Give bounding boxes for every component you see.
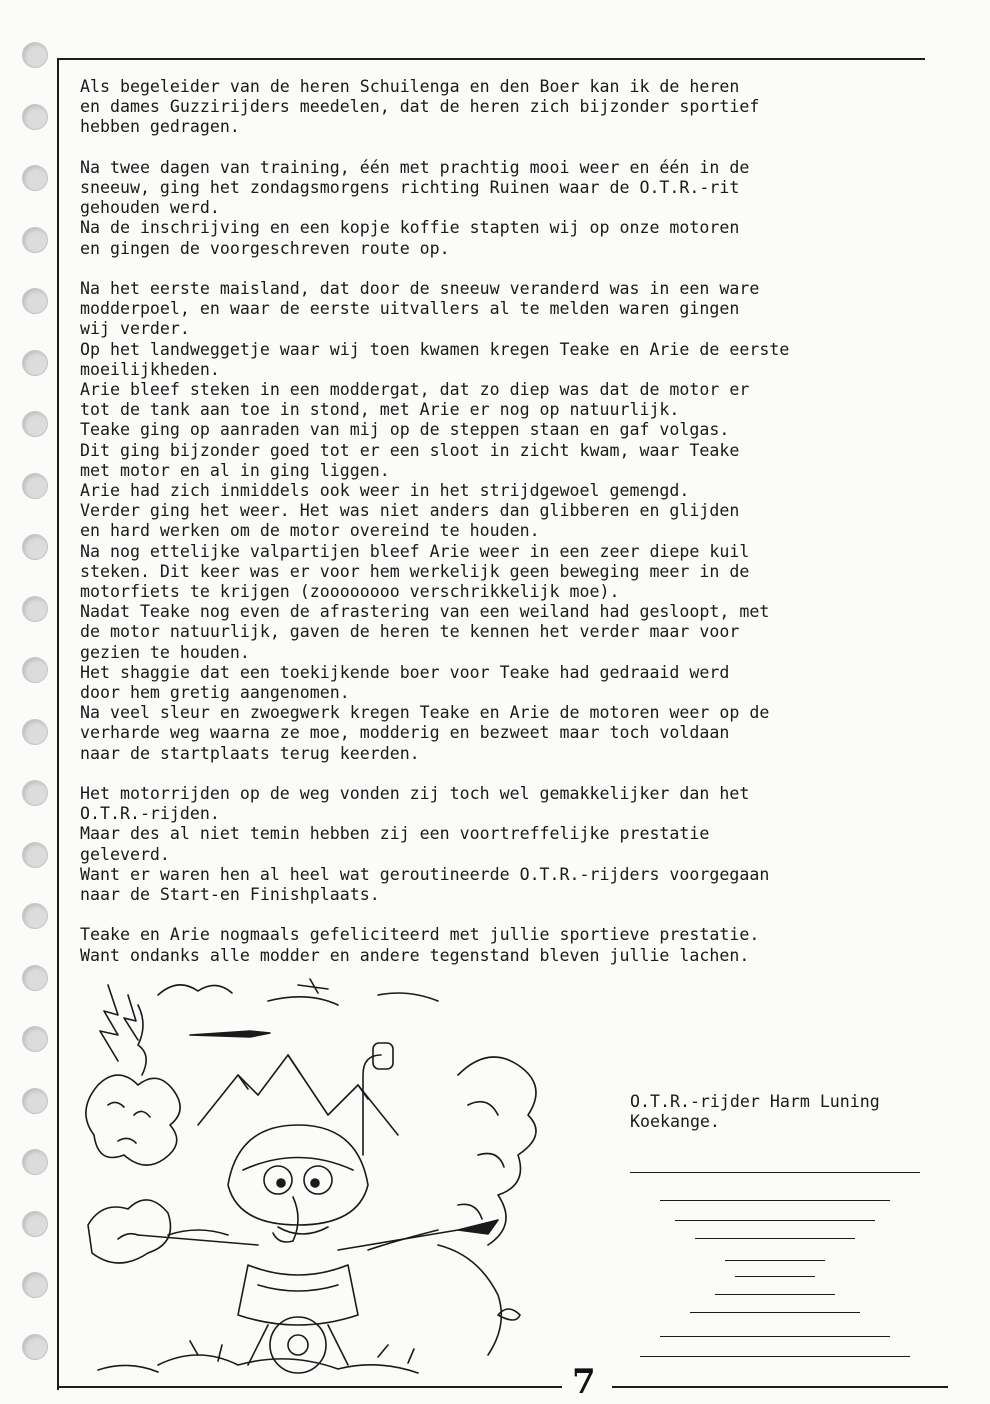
- page-frame-bottom-right: [612, 1386, 948, 1388]
- article-paragraph: [80, 158, 960, 259]
- decorative-rule: [735, 1276, 815, 1277]
- punch-hole: [22, 104, 48, 130]
- decorative-rule: [660, 1200, 890, 1201]
- decorative-rule: [725, 1260, 825, 1261]
- punch-hole: [22, 1026, 48, 1052]
- page-number: 7: [572, 1362, 596, 1402]
- page-frame-bottom-left: [57, 1386, 562, 1388]
- article-line: gezien te houden.: [80, 642, 250, 662]
- article-line: motorfiets te krijgen (zoooooooo verschrikkelijk moe).: [80, 582, 620, 602]
- signature-block: [630, 1092, 880, 1132]
- article-line: Na twee dagen van training, één met prachtig mooi weer en één in de: [80, 157, 750, 177]
- punch-hole: [22, 596, 48, 622]
- binder-punch-holes: [22, 42, 48, 1402]
- article-line: Maar des al niet temin hebben zij een voortreffelijke prestatie: [80, 824, 710, 844]
- article-line: de motor natuurlijk, gaven de heren te kennen het verder maar voor: [80, 622, 740, 642]
- article-line: O.T.R.-rijden.: [80, 804, 220, 824]
- decorative-rules: [620, 1160, 930, 1350]
- article-line: Het motorrijden op de weg vonden zij toch wel gemakkelijker dan het: [80, 784, 750, 804]
- punch-hole: [22, 780, 48, 806]
- punch-hole: [22, 1334, 48, 1360]
- article-line: naar de Start-en Finishplaats.: [80, 885, 380, 905]
- signature-author: O.T.R.-rijder Harm Luning: [630, 1092, 880, 1111]
- article-line: Het shaggie dat een toekijkende boer voor Teake had gedraaid werd: [80, 662, 730, 682]
- article-line: steken. Dit keer was er voor hem werkelijk geen beweging meer in de: [80, 561, 750, 581]
- decorative-rule: [715, 1294, 835, 1295]
- decorative-rule: [660, 1336, 890, 1337]
- decorative-rule: [690, 1312, 860, 1313]
- punch-hole: [22, 903, 48, 929]
- article-line: hebben gedragen.: [80, 117, 240, 137]
- punch-hole: [22, 534, 48, 560]
- article-line: Na de inschrijving en een kopje koffie stapten wij op onze motoren: [80, 218, 740, 238]
- article-line: Op het landweggetje waar wij toen kwamen kregen Teake en Arie de eerste: [80, 339, 790, 359]
- article-body: [80, 77, 960, 986]
- article-paragraph: [80, 279, 960, 764]
- punch-hole: [22, 473, 48, 499]
- article-line: en hard werken om de motor overeind te houden.: [80, 521, 540, 541]
- article-line: modderpoel, en waar de eerste uitvallers al te melden waren gingen: [80, 299, 740, 319]
- article-line: naar de startplaats terug keerden.: [80, 743, 420, 763]
- punch-hole: [22, 965, 48, 991]
- article-line: verharde weg waarna ze moe, modderig en bezweet maar toch voldaan: [80, 723, 730, 743]
- punch-hole: [22, 350, 48, 376]
- punch-hole: [22, 1088, 48, 1114]
- article-line: Na nog ettelijke valpartijen bleef Arie weer in een zeer diepe kuil: [80, 541, 750, 561]
- article-paragraph: [80, 925, 960, 965]
- punch-hole: [22, 165, 48, 191]
- article-line: en gingen de voorgeschreven route op.: [80, 238, 450, 258]
- article-line: Na veel sleur en zwoegwerk kregen Teake en Arie de motoren weer op de: [80, 703, 770, 723]
- article-line: Dit ging bijzonder goed tot er een sloot in zicht kwam, waar Teake: [80, 440, 740, 460]
- article-line: wij verder.: [80, 319, 190, 339]
- punch-hole: [22, 1149, 48, 1175]
- punch-hole: [22, 1272, 48, 1298]
- article-line: Na het eerste maisland, dat door de sneeuw veranderd was in een ware: [80, 279, 760, 298]
- article-line: tot de tank aan toe in stond, met Arie er nog op natuurlijk.: [80, 400, 680, 420]
- article-line: door hem gretig aangenomen.: [80, 683, 350, 703]
- decorative-rule: [630, 1172, 920, 1173]
- article-line: gehouden werd.: [80, 198, 220, 218]
- article-line: sneeuw, ging het zondagsmorgens richting Ruinen waar de O.T.R.-rit: [80, 178, 740, 197]
- article-line: en dames Guzzirijders meedelen, dat de heren zich bijzonder sportief: [80, 97, 760, 117]
- article-line: Arie had zich inmiddels ook weer in het strijdgewoel gemengd.: [80, 481, 690, 501]
- punch-hole: [22, 1211, 48, 1237]
- signature-location: Koekange.: [630, 1112, 720, 1132]
- article-line: Arie bleef steken in een moddergat, dat zo diep was dat de motor er: [80, 380, 750, 400]
- decorative-rule: [695, 1238, 855, 1239]
- punch-hole: [22, 411, 48, 437]
- punch-hole: [22, 42, 48, 68]
- article-line: geleverd.: [80, 844, 170, 864]
- article-line: Teake en Arie nogmaals gefeliciteerd met jullie sportieve prestatie.: [80, 925, 760, 945]
- decorative-rule: [640, 1356, 910, 1357]
- article-line: Nadat Teake nog even de afrastering van een weiland had gesloopt, met: [80, 602, 770, 622]
- article-paragraph: [80, 77, 960, 138]
- article-line: moeilijkheden.: [80, 359, 220, 379]
- article-line: Als begeleider van de heren Schuilenga en den Boer kan ik de heren: [80, 77, 740, 96]
- article-line: met motor en al in ging liggen.: [80, 460, 390, 480]
- punch-hole: [22, 227, 48, 253]
- article-line: Verder ging het weer. Het was niet anders dan glibberen en glijden: [80, 501, 740, 521]
- article-line: Want er waren hen al heel wat geroutineerde O.T.R.-rijders voorgegaan: [80, 864, 770, 884]
- article-line: Want ondanks alle modder en andere tegenstand bleven jullie lachen.: [80, 945, 750, 965]
- decorative-rule: [675, 1220, 875, 1221]
- article-paragraph: [80, 784, 960, 905]
- punch-hole: [22, 842, 48, 868]
- motorcyclist-illustration-icon: [78, 965, 578, 1385]
- punch-hole: [22, 719, 48, 745]
- punch-hole: [22, 288, 48, 314]
- punch-hole: [22, 657, 48, 683]
- article-line: Teake ging op aanraden van mij op de steppen staan en gaf volgas.: [80, 420, 730, 440]
